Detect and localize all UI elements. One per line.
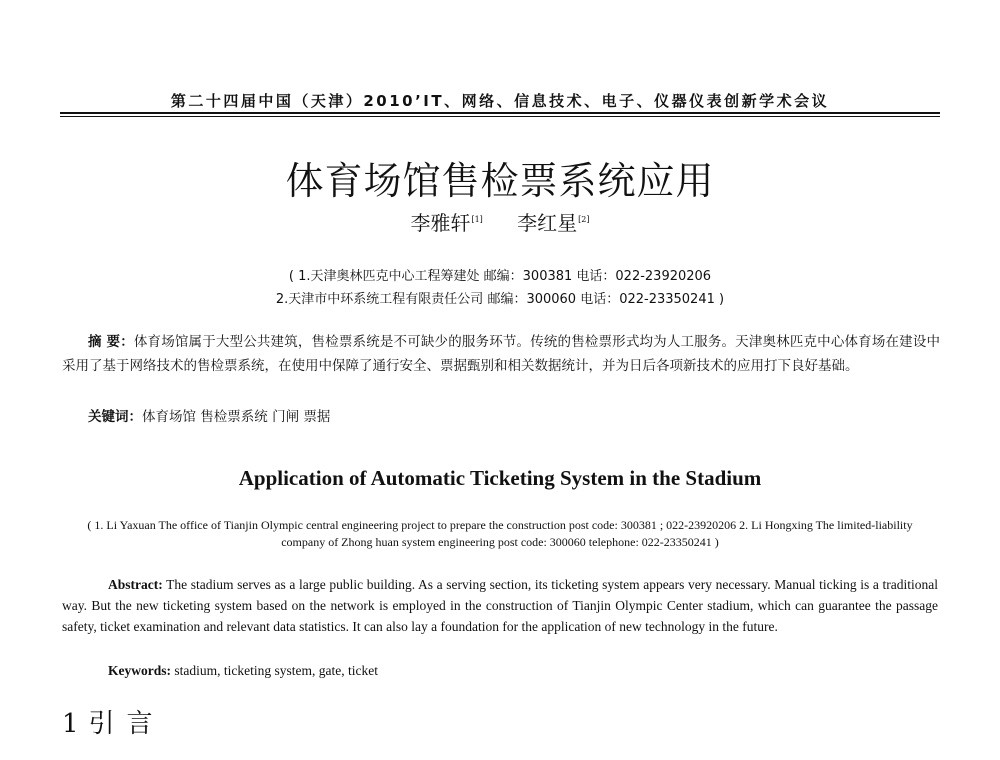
author-1: [410, 207, 482, 236]
paper-title-cn: 体育场馆售检票系统应用: [285, 159, 715, 203]
conference-header: 第二十四届中国（天津）2010’IT、网络、信息技术、电子、仪器仪表创新学术会议: [170, 92, 830, 110]
abstract-cn-text: 体育场馆属于大型公共建筑，售检票系统是不可缺少的服务环节。传统的售检票形式均为人工服务。天津奥林匹克中心体育场在建设中采用了基于网络技术的售检票系统，在使用中保障了通行安全、票据甄别和相关数据统计，并为日后各项新技术的应用打下良好基础。: [62, 334, 941, 374]
affiliation-en: ( 1. Li Yaxuan The office of Tianjin Olympic central engineering project to prepare the construction post code: 300381 ; 022-23920206 2. Li Hongxing The limited-liability company of Zhong huan system engineering post code: 300060 telephone: 022-23350241 ): [87, 518, 913, 549]
author-2: [517, 207, 589, 236]
keywords-en: [108, 663, 948, 679]
section-number: 1: [62, 709, 79, 739]
author-2-name: 李红星: [517, 211, 578, 235]
affiliation-cn-2: 2.天津市中环系统工程有限责任公司 邮编：300060 电话：022-23350241 ): [275, 292, 725, 307]
abstract-cn: [62, 330, 940, 378]
abstract-en-text: The stadium serves as a large public building. As a serving section, its ticketing system appears very necessary. Manual ticking is a traditional way. But the new ticketing system based on the network is employed in the construction of Tianjin Olympic Center stadium, which can guarantee the passage safety, ticket examination and relevant data statistics. It can also lay a foundation for the application of new technology in the future.: [62, 577, 938, 634]
section-heading: [62, 703, 165, 740]
author-1-name: 李雅轩: [410, 211, 471, 235]
abstract-en: [62, 574, 938, 637]
abstract-en-label: Abstract:: [108, 577, 163, 592]
header-rule-thick: [60, 112, 940, 114]
paper-title-en: Application of Automatic Ticketing System in the Stadium: [238, 466, 762, 490]
affiliation-cn-1: ( 1.天津奥林匹克中心工程筹建处 邮编：300381 电话：022-23920206: [288, 269, 712, 284]
header-rule-thin: [60, 116, 940, 117]
keywords-en-text: stadium, ticketing system, gate, ticket: [171, 663, 378, 678]
keywords-cn-label: 关键词：: [88, 409, 142, 425]
abstract-cn-label: 摘 要：: [88, 334, 134, 350]
keywords-cn: [88, 405, 948, 425]
author-list: [0, 207, 1000, 236]
section-title: 引言: [88, 709, 165, 739]
author-2-mark: [2]: [578, 215, 590, 225]
keywords-en-label: Keywords:: [108, 663, 171, 678]
author-1-mark: [1]: [471, 215, 483, 225]
keywords-cn-text: 体育场馆 售检票系统 门闸 票据: [142, 409, 331, 425]
